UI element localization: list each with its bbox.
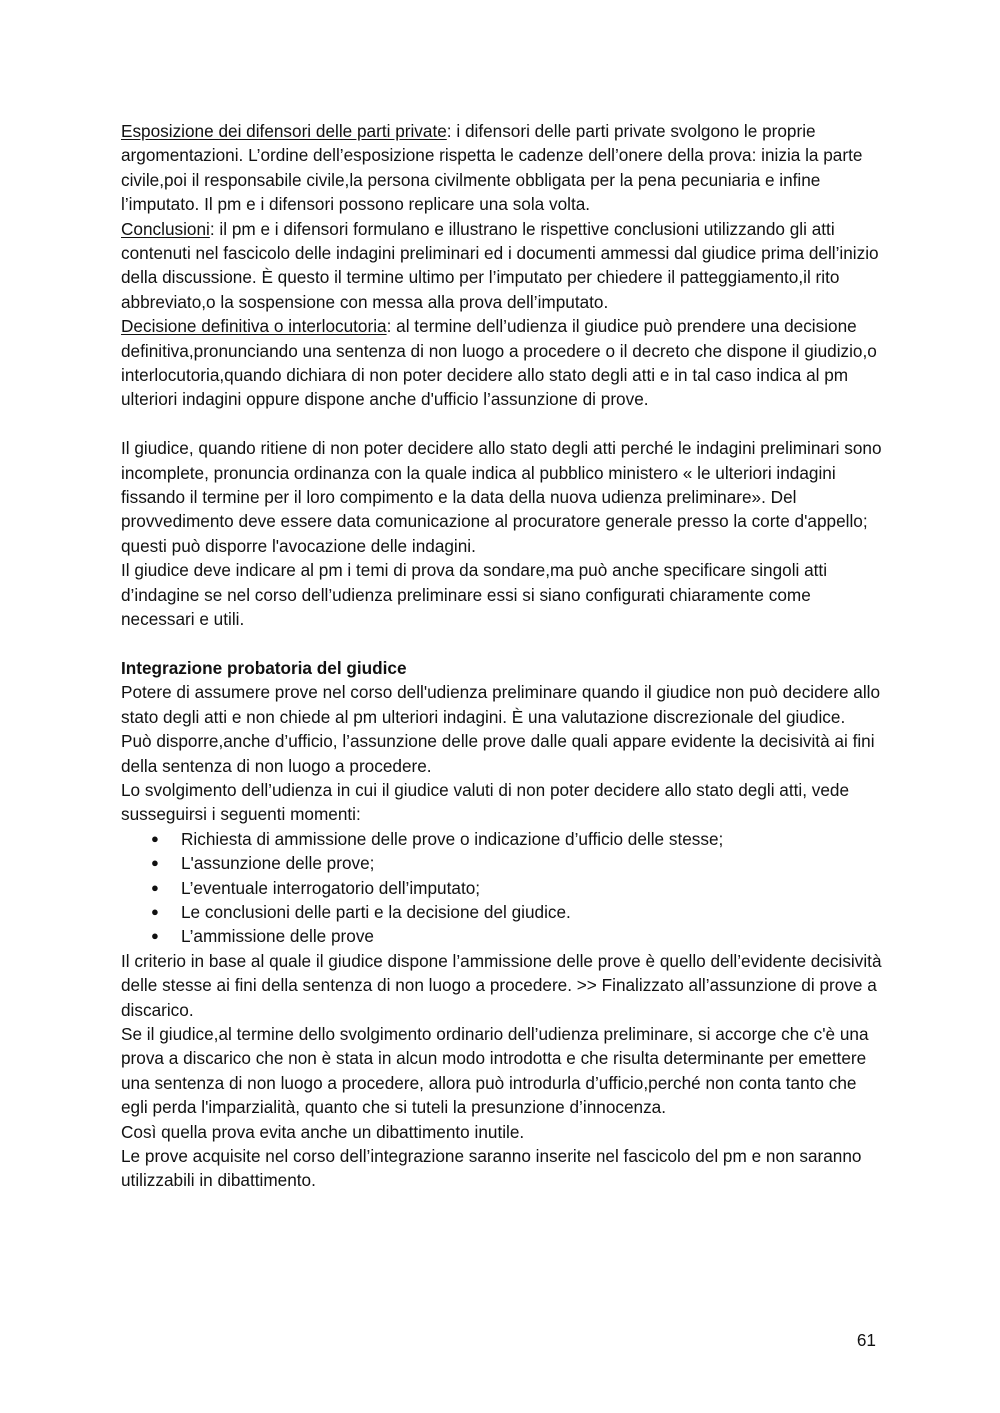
- bullet-list: [121, 827, 886, 949]
- list-item-text: Le conclusioni delle parti e la decisione del giudice.: [181, 901, 571, 922]
- bullet-icon: ●: [151, 928, 159, 944]
- list-item: [151, 876, 886, 900]
- paragraph-dibattimento-inutile: Così quella prova evita anche un dibattimento inutile.: [121, 1121, 525, 1142]
- list-item: [151, 851, 886, 875]
- list-item-text: L'assunzione delle prove;: [181, 853, 375, 874]
- paragraph-esposizione: [121, 119, 886, 217]
- text-esposizione: : i difensori delle parti private svolgono le proprie argomentazioni. L’ordine dell’esposizione rispetta le cadenze dell’onere della prova: inizia la parte civile,poi il responsabile civile,la persona civilmente obbligata per la pena pecuniaria e infine l’imputato. Il pm e i difensori possono replicare una sola volta.: [121, 121, 863, 215]
- list-item: [151, 924, 886, 948]
- paragraph-puo-disporre: Può disporre,anche d’ufficio, l’assunzione delle prove dalle quali appare evidente la decisività ai fini della sentenza di non luogo a procedere.: [121, 731, 875, 776]
- term-conclusioni: Conclusioni: [121, 218, 210, 239]
- page-number: 61: [856, 1330, 876, 1350]
- list-item: [151, 900, 886, 924]
- term-esposizione: Esposizione dei difensori delle parti private: [121, 121, 447, 141]
- paragraph-svolgimento: Lo svolgimento dell’udienza in cui il giudice valuti di non poter decidere allo stato degli atti, vede susseguirsi i seguenti momenti:: [121, 779, 850, 825]
- paragraph-conclusioni: [121, 217, 886, 315]
- blank-line: [121, 412, 886, 436]
- list-item-text: Richiesta di ammissione delle prove o indicazione d’ufficio delle stesse;: [181, 828, 724, 849]
- bullet-icon: ●: [151, 903, 159, 919]
- blank-line: [121, 632, 886, 656]
- term-decisione: Decisione definitiva o interlocutoria: [121, 316, 387, 337]
- bullet-icon: ●: [151, 855, 159, 871]
- bullet-icon: ●: [151, 879, 159, 895]
- text-decisione: : al termine dell’udienza il giudice può prendere una decisione definitiva,pronunciando una sentenza di non luogo a procedere o il decreto che dispone il giudizio,o interlocutoria,quando dichiara di non poter decidere allo stato degli atti e in tal caso indica al pm ulteriori indagini oppure dispone anche d'ufficio l’assunzione di prove.: [121, 316, 877, 410]
- text-conclusioni: : il pm e i difensori formulano e illustrano le rispettive conclusioni utilizzando gli atti contenuti nel fascicolo delle indagini preliminari ed i documenti ammessi dal giudice prima dell’inizio della discussione. È questo il termine ultimo per l’imputato per chiedere il patteggiamento,il rito abbreviato,o la sospensione con messa alla prova dell’imputato.: [121, 218, 879, 312]
- paragraph-prove-acquisite: Le prove acquisite nel corso dell’integrazione saranno inserite nel fascicolo del pm e non saranno utilizzabili in dibattimento.: [121, 1146, 862, 1191]
- list-item-text: L’eventuale interrogatorio dell’imputato;: [181, 877, 481, 898]
- document-body: [121, 119, 886, 1193]
- list-item: [151, 827, 886, 851]
- bullet-icon: ●: [151, 830, 159, 846]
- section-heading: Integrazione probatoria del giudice: [121, 657, 407, 678]
- paragraph-giudice-temi: Il giudice deve indicare al pm i temi di prova da sondare,ma può anche specificare singoli atti d’indagine se nel corso dell’udienza preliminare essi si siano configurati chiaramente come necessari e utili.: [121, 560, 828, 630]
- paragraph-prova-discarico: Se il giudice,al termine dello svolgimento ordinario dell’udienza preliminare, si accorge che c'è una prova a discarico che non è stata in alcun modo introdotta e che risulta determinante per emettere una sentenza di non luogo a procedere, allora può introdurla d’ufficio,perché non conta tanto che egli perda l'imparzialità, quanto che si tuteli la presunzione d’innocenza.: [121, 1024, 869, 1118]
- paragraph-decisione: [121, 314, 886, 412]
- list-item-text: L’ammissione delle prove: [181, 926, 374, 947]
- paragraph-giudice-ordinanza: Il giudice, quando ritiene di non poter decidere allo stato degli atti perché le indagini preliminari sono incomplete, pronuncia ordinanza con la quale indica al pubblico ministero « le ulteriori indagini fissando il termine per il loro compimento e la data della nuova udienza preliminare». Del provvedimento deve essere data comunicazione al procuratore generale presso la corte d'appello; questi può disporre l'avocazione delle indagini.: [121, 438, 882, 556]
- paragraph-criterio: Il criterio in base al quale il giudice dispone l’ammissione delle prove è quello dell’evidente decisività delle stesse ai fini della sentenza di non luogo a procedere. >> Finalizzato all’assunzione di prove a discarico.: [121, 950, 882, 1020]
- paragraph-potere: Potere di assumere prove nel corso dell'udienza preliminare quando il giudice non può decidere allo stato degli atti e non chiede al pm ulteriori indagini. È una valutazione discrezionale del giudice.: [121, 682, 881, 727]
